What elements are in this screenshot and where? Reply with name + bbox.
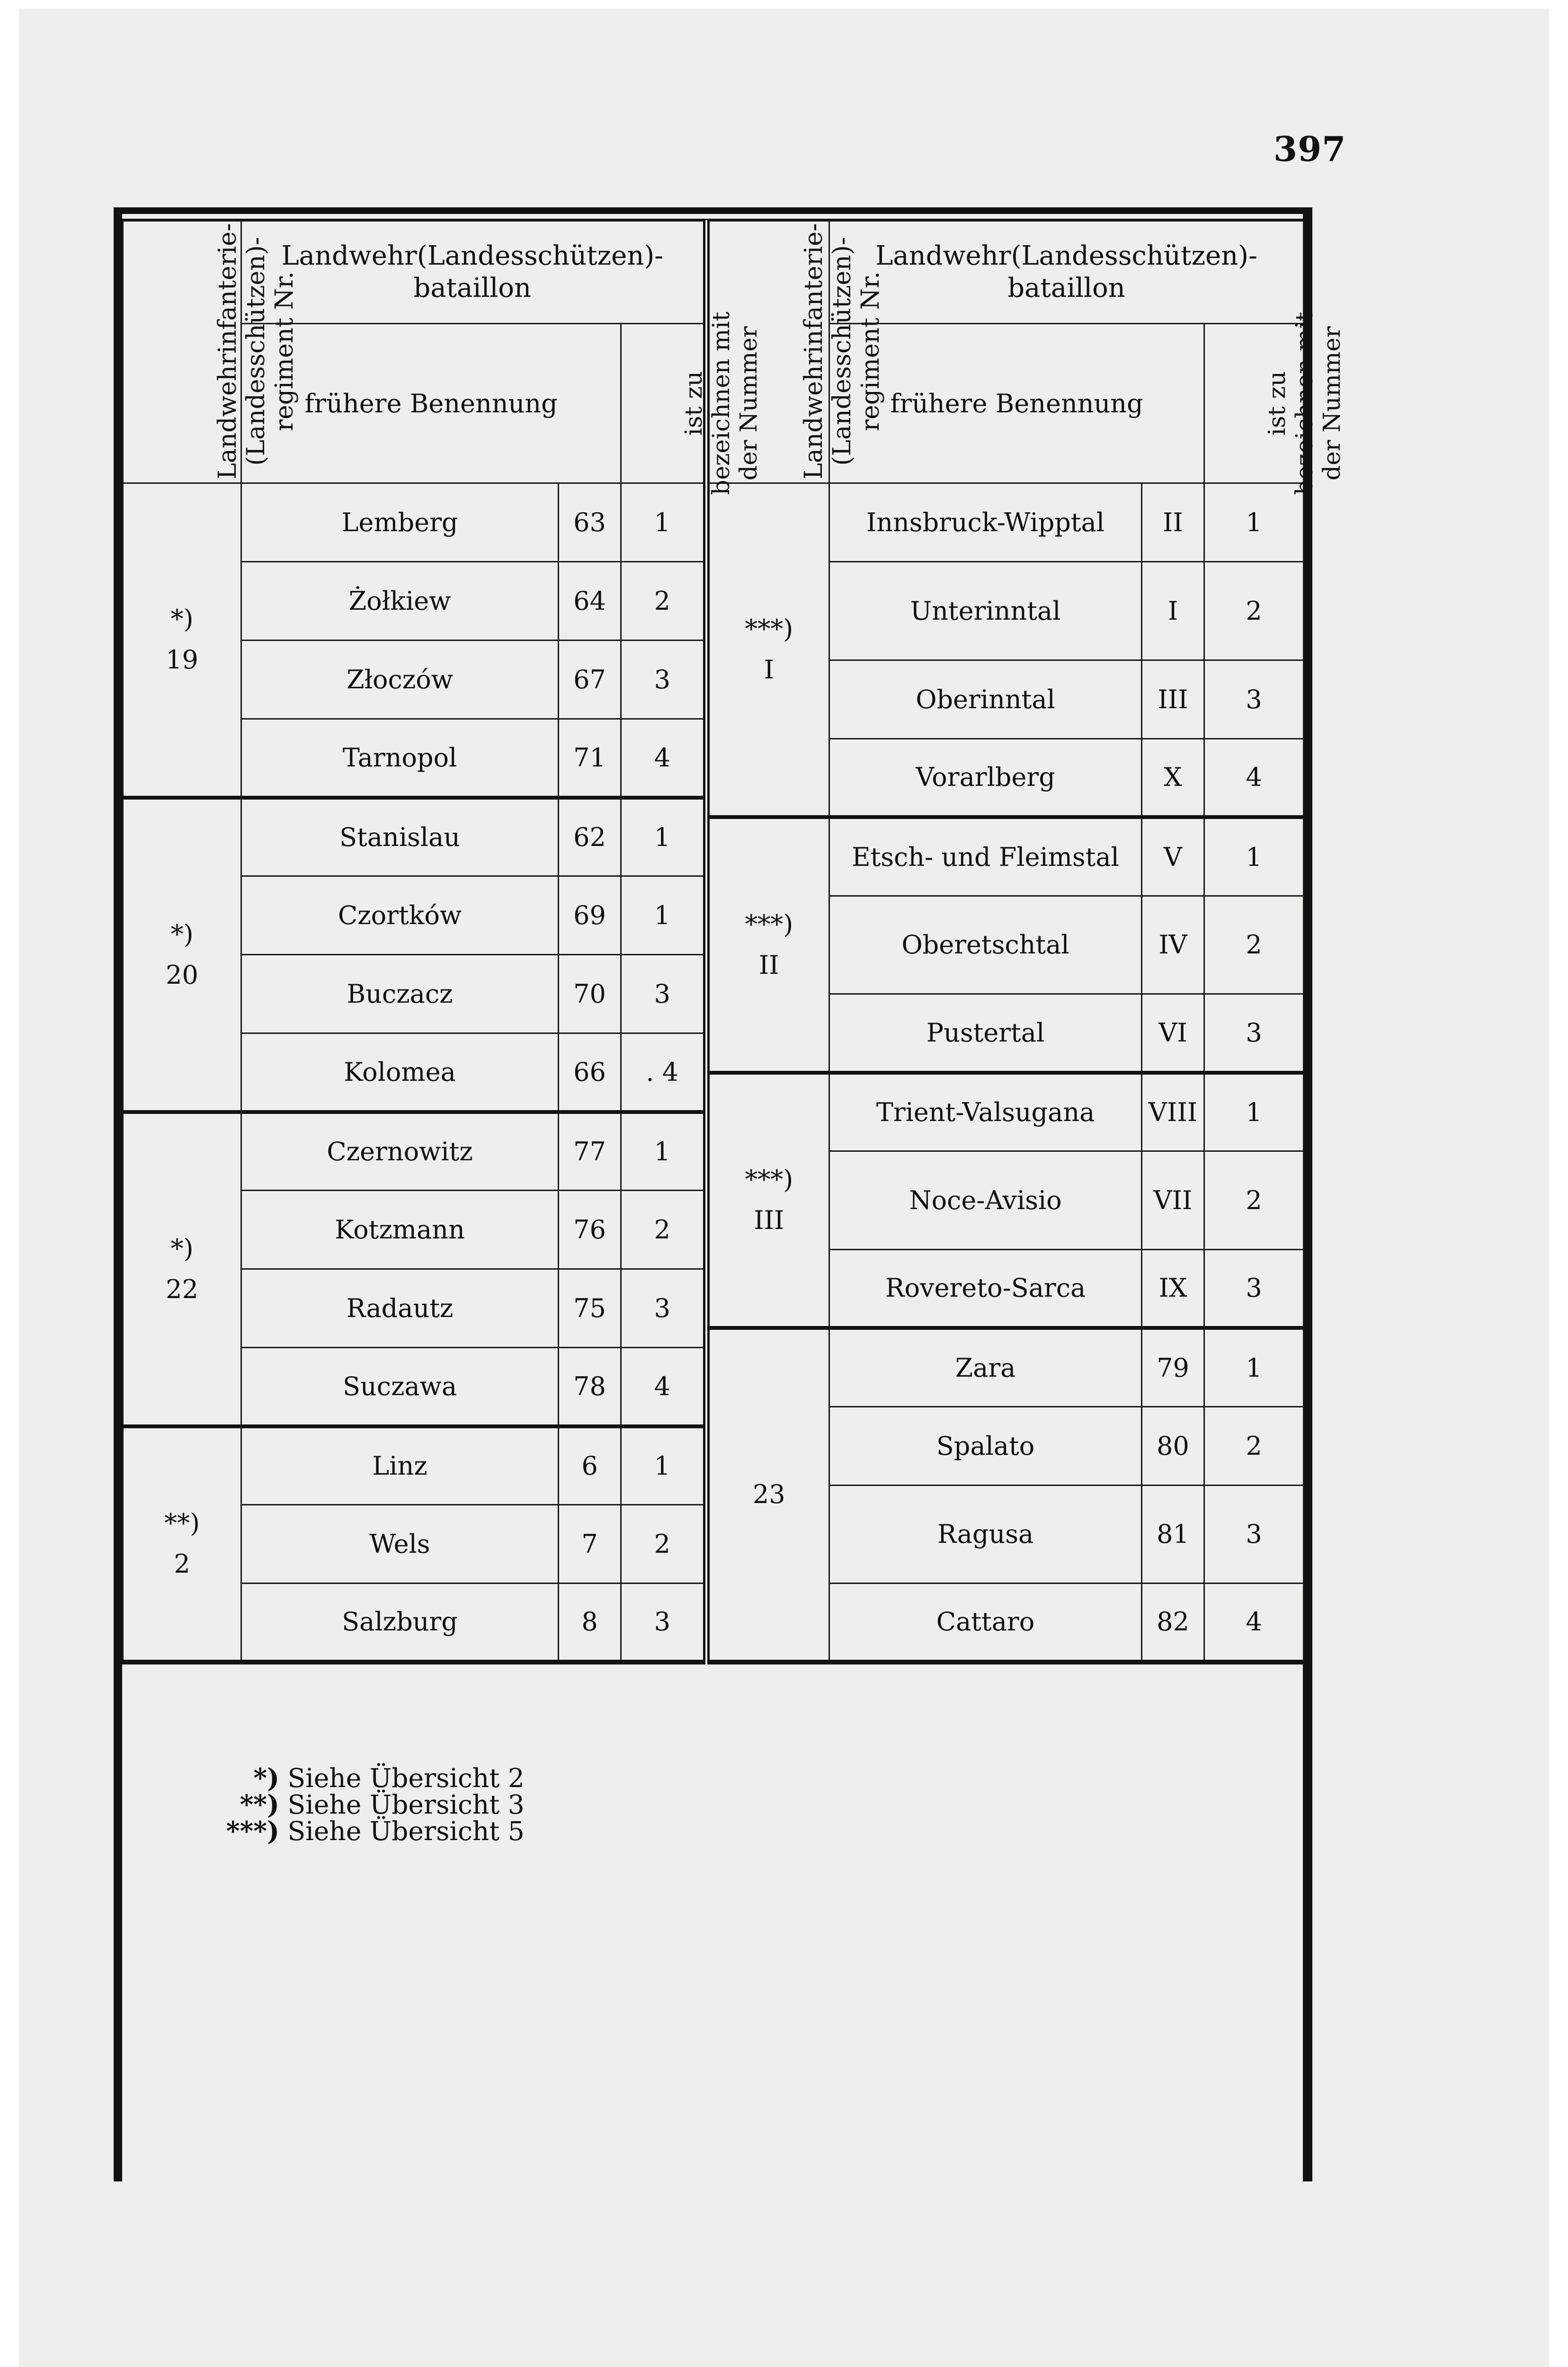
regiment-number: 22 [166,1274,198,1304]
header-new-number-right-text [1263,304,1345,503]
regiment-footnote-mark: *) [170,1233,194,1264]
left-regiment-cell [123,1112,241,1426]
left-battalion-former-name: Kotzmann [241,1191,559,1269]
header-new-number-right [1204,311,1345,495]
regiment-footnote-mark: ***) [745,1165,793,1195]
left-regiment-cell [123,798,241,1112]
regiment-number: 20 [166,960,198,990]
left-battalion-new-number: 2 [621,1505,706,1584]
left-battalion-new-number: 4 [621,1348,706,1426]
header-former-name-right: frühere Benennung [829,324,1204,483]
left-battalion-former-name: Salzburg [241,1584,559,1662]
left-battalion-former-name: Suczawa [241,1348,559,1426]
left-battalion-new-number: 1 [621,1426,706,1505]
right-battalion-former-name: Rovereto-Sarca [829,1249,1142,1328]
header-regiment-line-3: regiment Nr. [270,271,299,431]
regiment-number: 23 [752,1479,785,1510]
left-battalion-new-number: 1 [621,483,706,562]
right-battalion-new-number: 3 [1204,1485,1304,1584]
footnote-text: Siehe Übersicht 5 [287,1816,525,1846]
footnote-3 [170,1815,597,1846]
regiment-number: II [758,950,779,980]
right-battalion-former-name: Vorarlberg [829,739,1142,817]
left-battalion-number: 77 [559,1112,621,1191]
right-battalion-former-name: Oberetschtal [829,896,1142,994]
footnote-mark: ***) [226,1815,279,1846]
left-battalion-number: 63 [559,483,621,562]
left-battalion-former-name: Wels [241,1505,559,1584]
table-body [123,483,1304,1662]
left-battalion-number: 7 [559,1505,621,1584]
left-battalion-new-number: 2 [621,562,706,641]
right-battalion-former-name: Pustertal [829,994,1142,1073]
right-regiment-cell [706,1328,829,1662]
right-battalion-number: X [1142,739,1204,817]
footnote-2 [170,1791,597,1818]
page-number: 397 [1274,129,1346,169]
right-battalion-new-number: 4 [1204,739,1304,817]
footnote-mark: **) [240,1789,279,1820]
right-battalion-former-name: Oberinntal [829,660,1142,739]
right-battalion-number: IV [1142,896,1204,994]
left-battalion-number: 67 [559,641,621,719]
header-bataillon-line-1: Landwehr(Landesschützen)- [281,240,664,271]
left-battalion-new-number: 1 [621,1112,706,1191]
header-regiment-line-2: (Landesschützen)- [828,237,856,466]
right-battalion-former-name: Innsbruck-Wipptal [829,483,1142,562]
right-battalion-number: VIII [1142,1073,1204,1151]
right-regiment-cell [706,1073,829,1328]
right-battalion-former-name: Unterinntal [829,562,1142,660]
left-battalion-former-name: Czernowitz [241,1112,559,1191]
left-battalion-former-name: Stanislau [241,798,559,876]
left-battalion-former-name: Kolomea [241,1033,559,1112]
right-battalion-number: 81 [1142,1485,1204,1584]
regiment-footnote-mark: *) [170,604,194,634]
left-battalion-new-number: 2 [621,1191,706,1269]
left-battalion-number: 8 [559,1584,621,1662]
left-battalion-new-number: 3 [621,1269,706,1348]
right-battalion-new-number: 3 [1204,1249,1304,1328]
header-new-number-line-3: der Nummer [735,326,762,481]
table-left-frame [114,207,122,2181]
header-regiment-left-text [214,219,299,484]
header-regiment-line-2: (Landesschützen)- [242,237,270,466]
right-regiment-cell [706,483,829,818]
left-battalion-number: 62 [559,798,621,876]
right-battalion-new-number: 2 [1204,1406,1304,1485]
footnote-text: Siehe Übersicht 2 [287,1763,525,1793]
left-battalion-former-name: Czortków [241,876,559,955]
regiment-footnote-mark: *) [170,919,194,949]
header-new-number-line-2: bezeichnen mit [1291,311,1318,495]
right-battalion-number: 79 [1142,1328,1204,1406]
left-regiment-cell [123,1426,241,1662]
left-battalion-former-name: Lemberg [241,483,559,562]
right-battalion-former-name: Noce-Avisio [829,1151,1142,1250]
header-new-number-line-3: der Nummer [1318,326,1345,481]
left-battalion-former-name: Radautz [241,1269,559,1348]
header-bataillon-line-2: bataillon [1007,273,1125,303]
left-battalion-number: 76 [559,1191,621,1269]
right-regiment-cell [706,817,829,1073]
right-battalion-number: V [1142,817,1204,896]
left-battalion-former-name: Buczacz [241,955,559,1033]
left-battalion-number: 66 [559,1033,621,1112]
right-battalion-number: II [1142,483,1204,562]
header-regiment-right-text [800,219,885,484]
table-top-rule [114,207,1312,214]
right-battalion-new-number: 2 [1204,896,1304,994]
left-battalion-former-name: Linz [241,1426,559,1505]
header-new-number-line-2: bezeichnen mit [707,311,735,495]
right-battalion-new-number: 4 [1204,1584,1304,1662]
regiment-number: 19 [166,645,198,675]
footnotes [170,1762,597,1846]
right-battalion-new-number: 1 [1204,1328,1304,1406]
left-battalion-new-number: 1 [621,798,706,876]
header-new-number-left-text [680,304,762,503]
right-battalion-number: 80 [1142,1406,1204,1485]
right-battalion-former-name: Ragusa [829,1485,1142,1584]
footnote-1 [170,1762,597,1793]
header-new-number-line-1: ist zu [1263,371,1291,436]
left-battalion-former-name: Tarnopol [241,719,559,798]
right-battalion-number: 82 [1142,1584,1204,1662]
right-battalion-new-number: 2 [1204,1151,1304,1250]
right-battalion-new-number: 3 [1204,660,1304,739]
left-battalion-new-number: . 4 [621,1033,706,1112]
left-battalion-former-name: Żołkiew [241,562,559,641]
left-regiment-cell [123,483,241,798]
header-new-number-left [621,311,762,495]
left-battalion-number: 69 [559,876,621,955]
header-bataillon-line-1: Landwehr(Landesschützen)- [875,240,1257,271]
right-battalion-number: III [1142,660,1204,739]
footnote-text: Siehe Übersicht 3 [287,1789,525,1820]
regiment-number: I [764,655,774,685]
header-bataillon-left [241,221,706,324]
left-battalion-number: 71 [559,719,621,798]
footnote-mark: *) [253,1762,279,1793]
left-battalion-new-number: 3 [621,641,706,719]
left-battalion-number: 64 [559,562,621,641]
right-battalion-number: VII [1142,1151,1204,1250]
left-battalion-new-number: 1 [621,876,706,955]
right-battalion-former-name: Etsch- und Fleimstal [829,817,1142,896]
right-battalion-former-name: Zara [829,1328,1142,1406]
header-former-name-left: frühere Benennung [241,324,621,483]
left-battalion-new-number: 3 [621,955,706,1033]
right-battalion-new-number: 1 [1204,1073,1304,1151]
left-battalion-new-number: 4 [621,719,706,798]
right-battalion-former-name: Trient-Valsugana [829,1073,1142,1151]
header-bataillon-right [829,221,1304,324]
right-battalion-new-number: 1 [1204,817,1304,896]
regiment-number: 2 [174,1549,190,1579]
header-regiment-line-1: Landwehrinfanterie- [799,223,828,480]
regiment-footnote-mark: ***) [745,909,793,939]
right-battalion-former-name: Spalato [829,1406,1142,1485]
right-battalion-new-number: 1 [1204,483,1304,562]
left-battalion-number: 75 [559,1269,621,1348]
header-bataillon-line-2: bataillon [413,273,532,303]
left-battalion-number: 70 [559,955,621,1033]
right-battalion-number: IX [1142,1249,1204,1328]
header-regiment-left [123,221,299,483]
header-new-number-line-1: ist zu [680,371,707,436]
left-battalion-number: 6 [559,1426,621,1505]
right-battalion-new-number: 2 [1204,562,1304,660]
right-battalion-number: I [1142,562,1204,660]
left-battalion-number: 78 [559,1348,621,1426]
left-battalion-former-name: Złoczów [241,641,559,719]
right-battalion-new-number: 3 [1204,994,1304,1073]
right-battalion-number: VI [1142,994,1204,1073]
header-regiment-line-3: regiment Nr. [856,271,885,431]
regiment-footnote-mark: ***) [745,614,793,644]
header-regiment-line-1: Landwehrinfanterie- [214,223,242,480]
right-battalion-former-name: Cattaro [829,1584,1142,1662]
regiment-number: III [754,1205,784,1236]
left-battalion-new-number: 3 [621,1584,706,1662]
battalion-renumbering-table [122,220,1345,1664]
regiment-footnote-mark: **) [164,1508,200,1538]
